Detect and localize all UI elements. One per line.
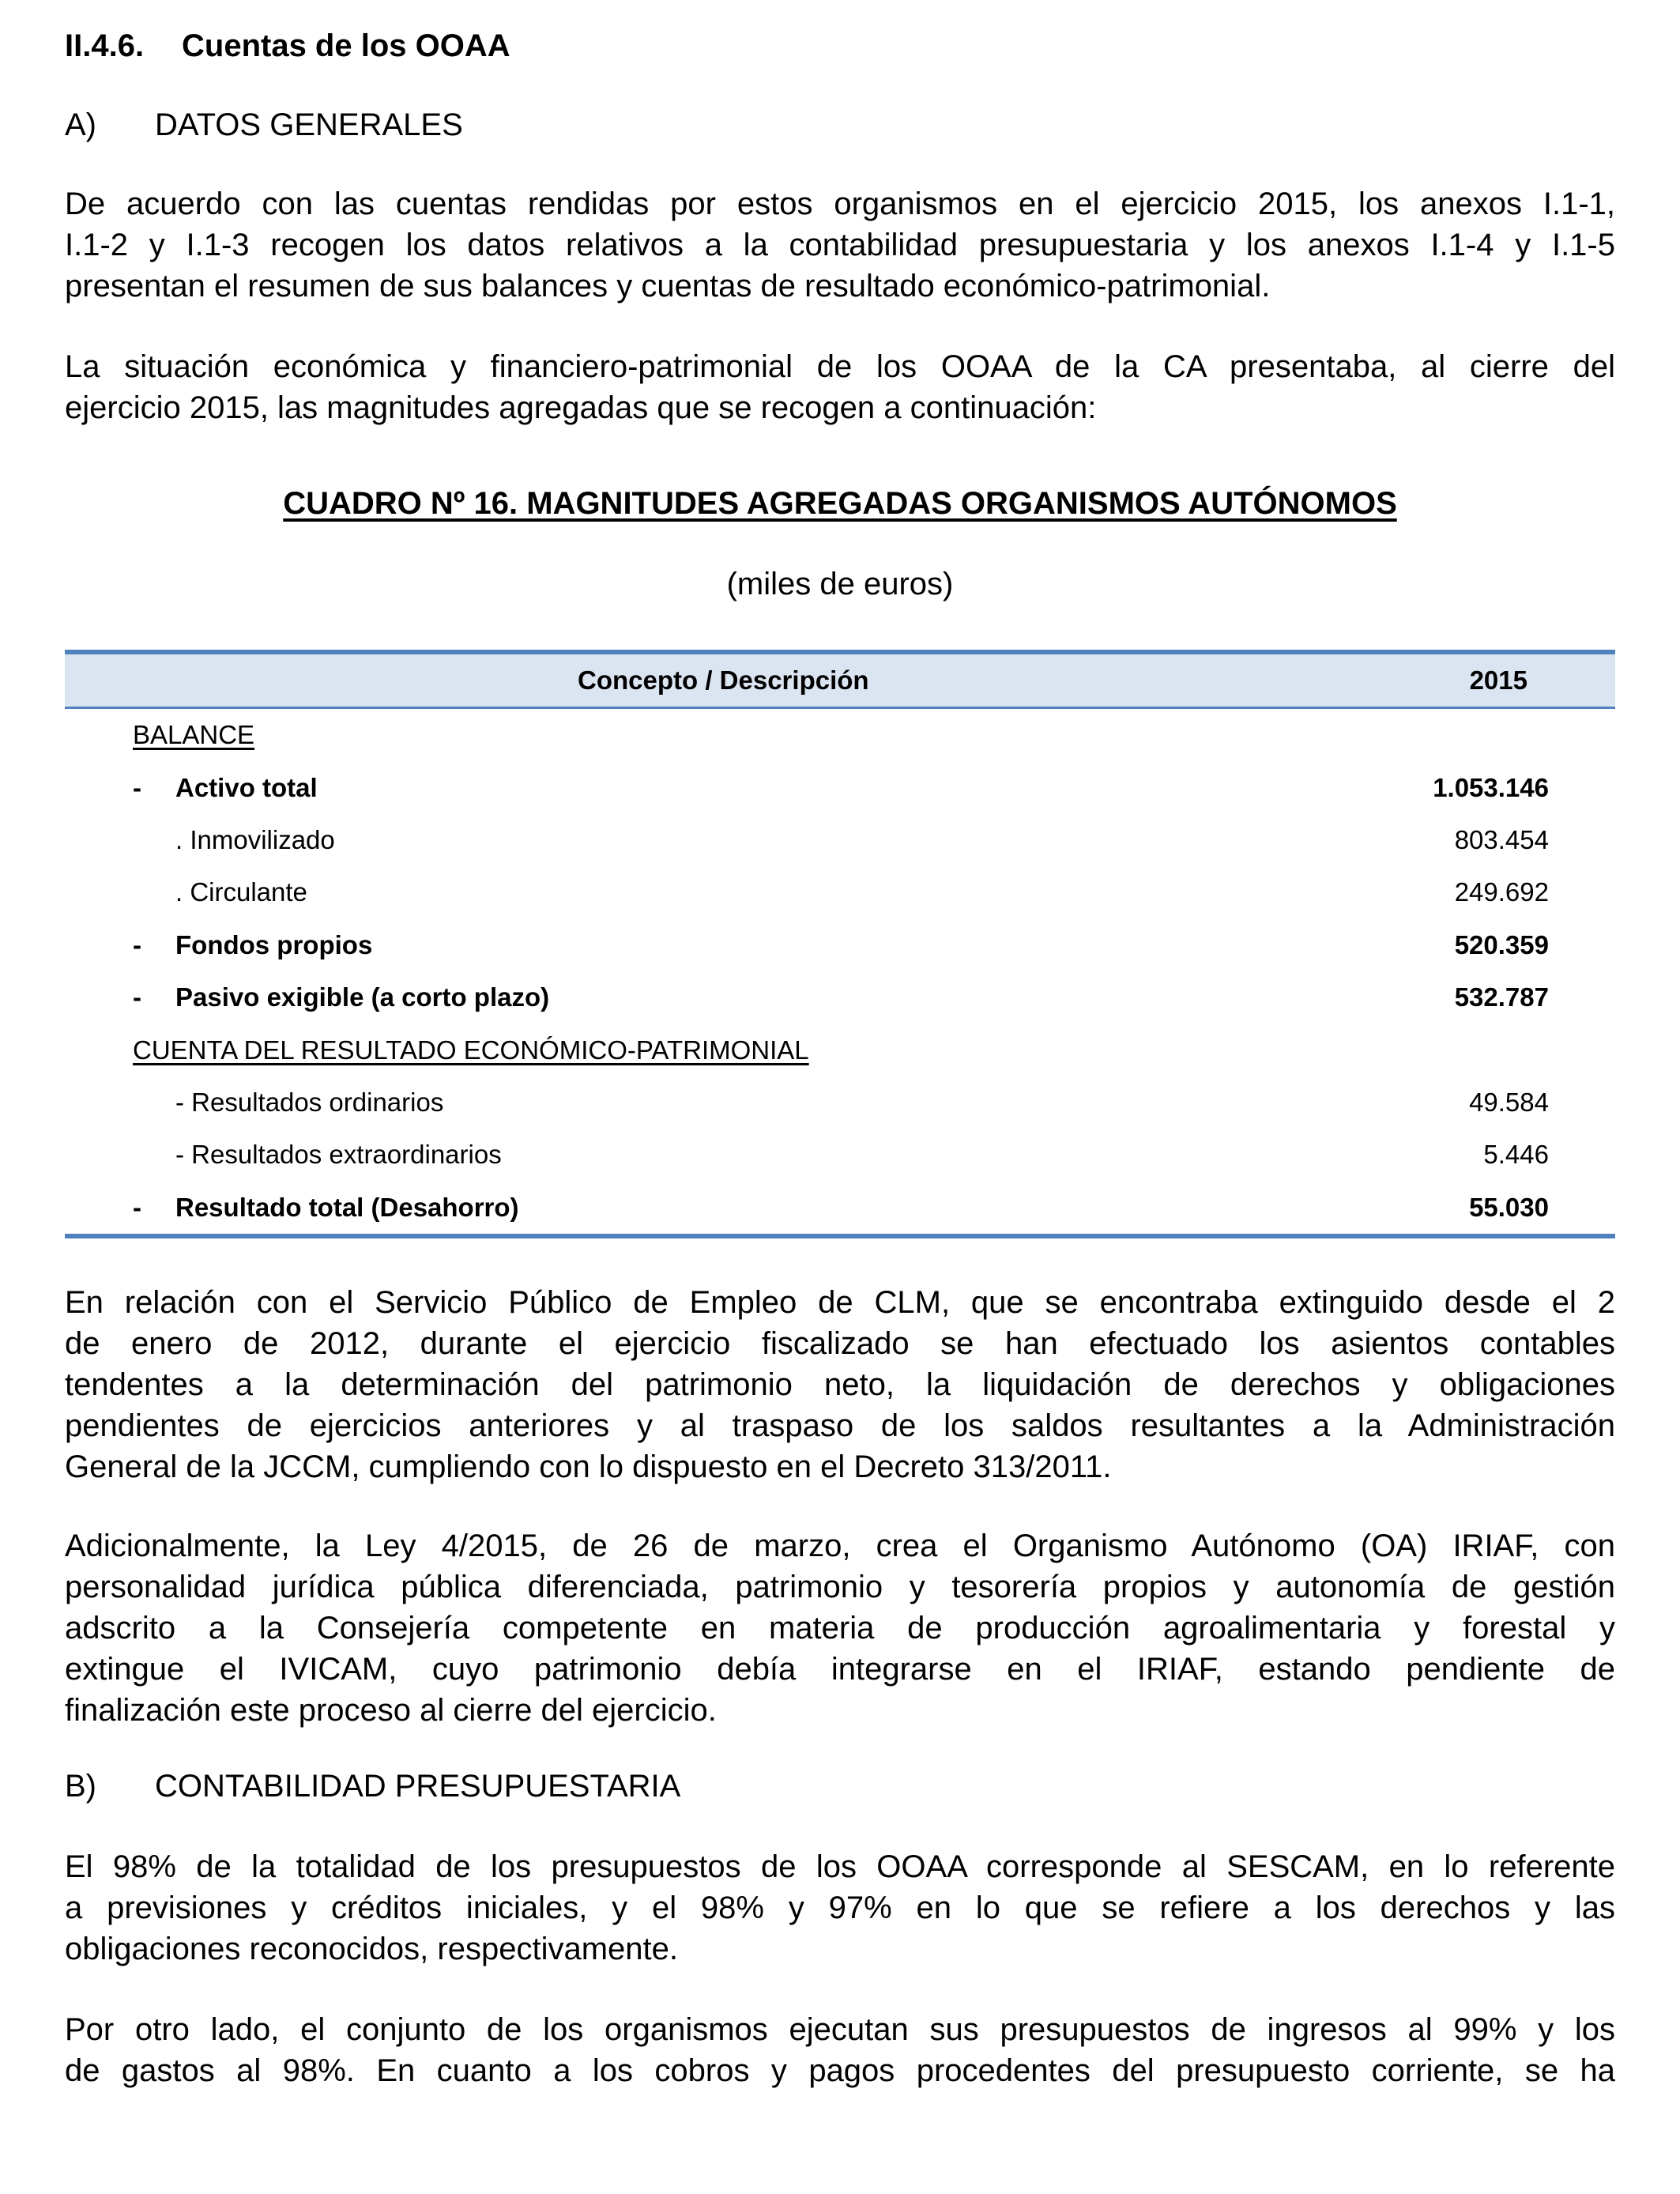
row-value xyxy=(1382,708,1615,762)
text-line: La situación económica y financiero-patrimonial de los OOAA de la CA presentaba, al cierre del xyxy=(65,349,1615,384)
row-value: 803.454 xyxy=(1454,824,1549,854)
row-label: - Pasivo exigible (a corto plazo) xyxy=(133,982,550,1012)
row-label: - Resultados extraordinarios xyxy=(175,1140,502,1170)
text-line: de enero de 2012, durante el ejercicio fiscalizado se han efectuado los asientos contables xyxy=(65,1326,1615,1361)
text-line: Por otro lado, el conjunto de los organismos ejecutan sus presupuestos de ingresos al 99% y los xyxy=(65,2012,1615,2047)
table-title: CUADRO Nº 16. MAGNITUDES AGREGADAS ORGANISMOS AUTÓNOMOS xyxy=(283,486,1397,521)
table-row xyxy=(65,1129,1615,1181)
text-line: de gastos al 98%. En cuanto a los cobros y pagos procedentes del presupuesto corriente, se ha xyxy=(65,2053,1615,2088)
heading-number: II.4.6. xyxy=(65,28,145,63)
table-unit: (miles de euros) xyxy=(726,567,954,601)
text-line: tendentes a la determinación del patrimonio neto, la liquidación de derechos y obligaciones xyxy=(65,1367,1615,1402)
table-row xyxy=(65,919,1615,971)
row-label: . Inmovilizado xyxy=(175,824,335,854)
text-line: personalidad jurídica pública diferenciada, patrimonio y tesorería propios y autonomía de gestión xyxy=(65,1570,1615,1604)
subsection-b-letter: B) xyxy=(65,1769,96,1804)
row-label: - Fondos propios xyxy=(133,929,373,959)
text-line: Adicionalmente, la Ley 4/2015, de 26 de marzo, crea el Organismo Autónomo (OA) IRIAF, con xyxy=(65,1529,1615,1563)
text-line: En relación con el Servicio Público de Empleo de CLM, que se encontraba extinguido desde el 2 xyxy=(65,1285,1615,1320)
subsection-b-title: CONTABILIDAD PRESUPUESTARIA xyxy=(155,1769,681,1804)
subsection-a-letter: A) xyxy=(65,107,96,142)
table-row xyxy=(65,761,1615,813)
paragraph-anexos xyxy=(65,183,1615,307)
table-row xyxy=(65,814,1615,866)
text-line: I.1-2 y I.1-3 recogen los datos relativos a la contabilidad presupuestaria y los anexos I.1-4 y I.1-5 xyxy=(65,228,1615,262)
row-label: - Resultados ordinarios xyxy=(175,1087,444,1117)
row-value: 1.053.146 xyxy=(1433,772,1549,802)
row-label: CUENTA DEL RESULTADO ECONÓMICO-PATRIMONIAL xyxy=(133,1035,809,1065)
text-line: finalización este proceso al cierre del ejercicio. xyxy=(65,1693,717,1728)
paragraph-iriaf xyxy=(65,1525,1615,1731)
text-line: extingue el IVICAM, cuyo patrimonio debía integrarse en el IRIAF, estando pendiente de xyxy=(65,1652,1615,1687)
header-year: 2015 xyxy=(1382,652,1615,708)
text-line: presentan el resumen de sus balances y cuentas de resultado económico-patrimonial. xyxy=(65,269,1271,303)
row-value: 520.359 xyxy=(1454,929,1549,959)
heading-title: Cuentas de los OOAA xyxy=(182,28,510,63)
text-line: ejercicio 2015, las magnitudes agregadas que se recogen a continuación: xyxy=(65,390,1097,425)
table-header-row xyxy=(65,652,1615,708)
row-value xyxy=(1382,1023,1615,1076)
table-row xyxy=(65,866,1615,918)
paragraph-servicio-empleo xyxy=(65,1282,1615,1487)
row-value: 49.584 xyxy=(1469,1087,1549,1117)
row-label: . Circulante xyxy=(175,877,307,907)
magnitudes-table xyxy=(65,650,1615,1238)
row-label: - Activo total xyxy=(133,772,318,802)
row-label: - Resultado total (Desahorro) xyxy=(65,1182,1382,1236)
text-line: El 98% de la totalidad de los presupuestos de los OOAA corresponde al SESCAM, en lo referente xyxy=(65,1849,1615,1884)
text-line: adscrito a la Consejería competente en materia de producción agroalimentaria y forestal y xyxy=(65,1611,1615,1646)
table-row xyxy=(65,1076,1615,1129)
row-value: 5.446 xyxy=(1483,1140,1549,1170)
text-line: pendientes de ejercicios anteriores y al traspaso de los saldos resultantes a la Administración xyxy=(65,1408,1615,1443)
table-row xyxy=(65,1023,1615,1076)
table-row xyxy=(65,708,1615,762)
section-heading xyxy=(65,27,510,65)
text-line: General de la JCCM, cumpliendo con lo dispuesto en el Decreto 313/2011. xyxy=(65,1449,1112,1484)
row-value: 249.692 xyxy=(1454,877,1549,907)
row-value: 532.787 xyxy=(1454,982,1549,1012)
paragraph-situacion xyxy=(65,346,1615,428)
row-label: BALANCE xyxy=(133,720,255,750)
text-line: a previsiones y créditos iniciales, y el 98% y 97% en lo que se refiere a los derechos y las xyxy=(65,1891,1615,1925)
subsection-b-heading xyxy=(65,1767,680,1805)
subsection-a-heading xyxy=(65,106,463,144)
paragraph-sescam xyxy=(65,1846,1615,1970)
text-line: obligaciones reconocidos, respectivamente. xyxy=(65,1932,678,1966)
header-concept: Concepto / Descripción xyxy=(65,652,1382,708)
table-row xyxy=(65,1182,1615,1236)
paragraph-ejecucion xyxy=(65,2009,1615,2091)
text-line: De acuerdo con las cuentas rendidas por estos organismos en el ejercicio 2015, los anexos I.1-1, xyxy=(65,187,1615,221)
row-value: 55.030 xyxy=(1382,1182,1615,1236)
table-row xyxy=(65,971,1615,1023)
subsection-a-title: DATOS GENERALES xyxy=(155,107,463,142)
